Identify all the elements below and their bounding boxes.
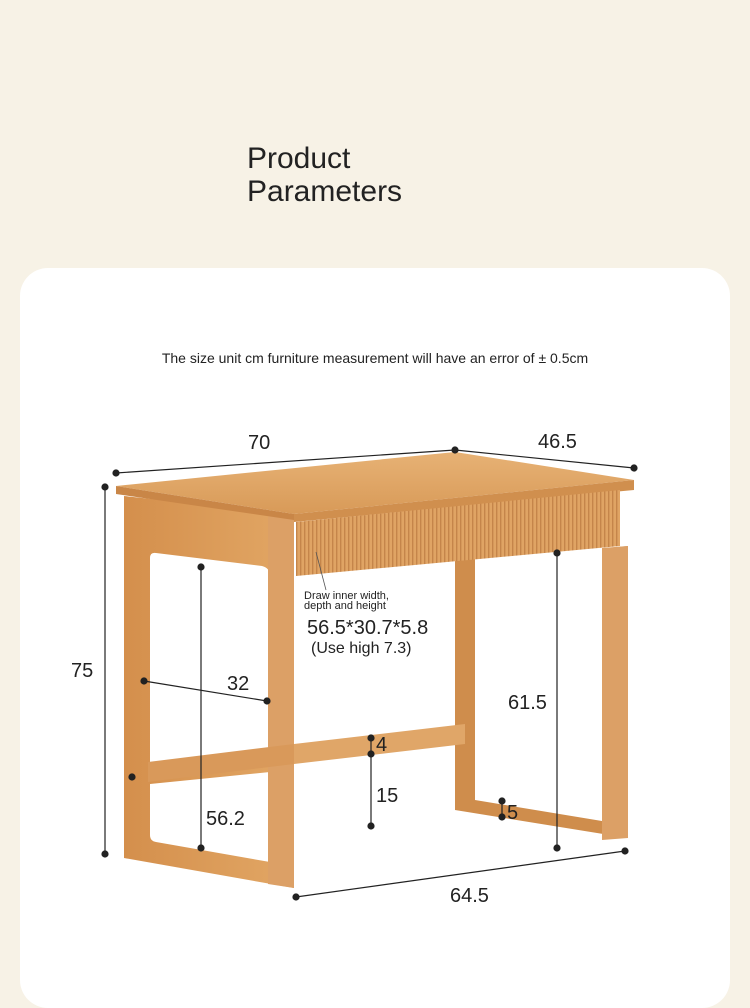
- title-line-2: Parameters: [247, 175, 403, 208]
- stretcher-to-floor-label: 15: [376, 785, 399, 807]
- drawer-to-floor-label: 61.5: [508, 692, 547, 714]
- measurement-note: The size unit cm furniture measurement will have an error of ± 0.5cm: [161, 350, 589, 366]
- title-line-1: Product: [247, 142, 351, 175]
- top-depth-label: 46.5: [538, 431, 577, 453]
- foot-rail-label: 5: [507, 802, 519, 824]
- drawer-use-high-label: (Use high 7.3): [311, 640, 412, 657]
- frame-height-label: 56.2: [206, 808, 245, 830]
- stretcher-label: 4: [376, 734, 388, 756]
- drawer-caption-line-2: depth and height: [304, 600, 386, 612]
- leg-depth-label: 32: [227, 673, 250, 695]
- height-label: 75: [71, 660, 94, 682]
- base-width-label: 64.5: [450, 885, 489, 907]
- drawer-size-label: 56.5*30.7*5.8: [307, 617, 429, 639]
- top-width-label: 70: [248, 432, 271, 454]
- drawer-caption-line-1: Draw inner width,: [304, 590, 389, 602]
